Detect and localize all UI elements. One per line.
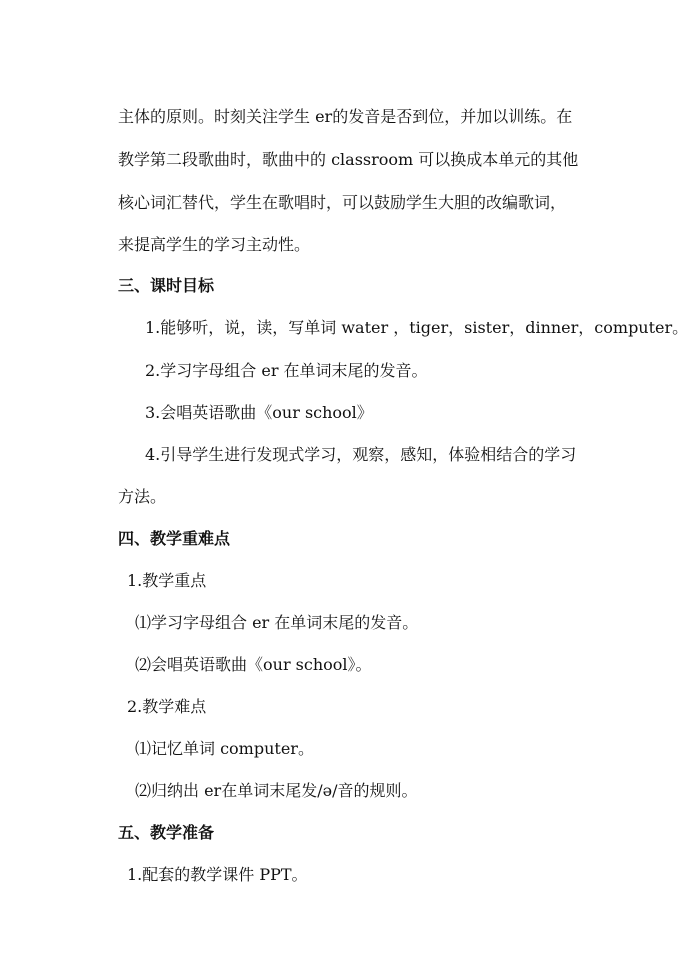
list-item: 1.配套的教学课件 PPT。 [127,865,308,884]
list-item: ⑵会唱英语歌曲《our school》。 [135,655,372,674]
section-heading: 四、教学重难点 [118,529,231,548]
list-item: 2.学习字母组合 er 在单词末尾的发音。 [145,361,428,380]
list-item: 4.引导学生进行发现式学习，观察，感知，体验相结合的学习 [145,445,577,464]
paragraph-line: 教学第二段歌曲时，歌曲中的 classroom 可以换成本单元的其他 [118,150,579,169]
list-item: ⑴记忆单词 computer。 [135,739,314,758]
paragraph-line: 来提高学生的学习主动性。 [118,235,311,254]
paragraph-line: 方法。 [118,487,167,506]
subheading: 1.教学重点 [127,571,207,590]
list-item: 1.能够听，说，读，写单词 water ，tiger，sister，dinner，computer。 [145,318,689,337]
paragraph-line: 主体的原则。时刻关注学生 er的发音是否到位，并加以训练。在 [118,107,573,126]
section-heading: 三、课时目标 [118,276,215,295]
list-item: ⑴学习字母组合 er 在单词末尾的发音。 [135,613,419,632]
list-item: ⑵归纳出 er在单词末尾发/ə/音的规则。 [135,781,418,800]
section-heading: 五、教学准备 [118,823,215,842]
list-item: 3.会唱英语歌曲《our school》 [145,403,373,422]
subheading: 2.教学难点 [127,697,207,716]
paragraph-line: 核心词汇替代，学生在歌唱时，可以鼓励学生大胆的改编歌词， [118,193,567,212]
